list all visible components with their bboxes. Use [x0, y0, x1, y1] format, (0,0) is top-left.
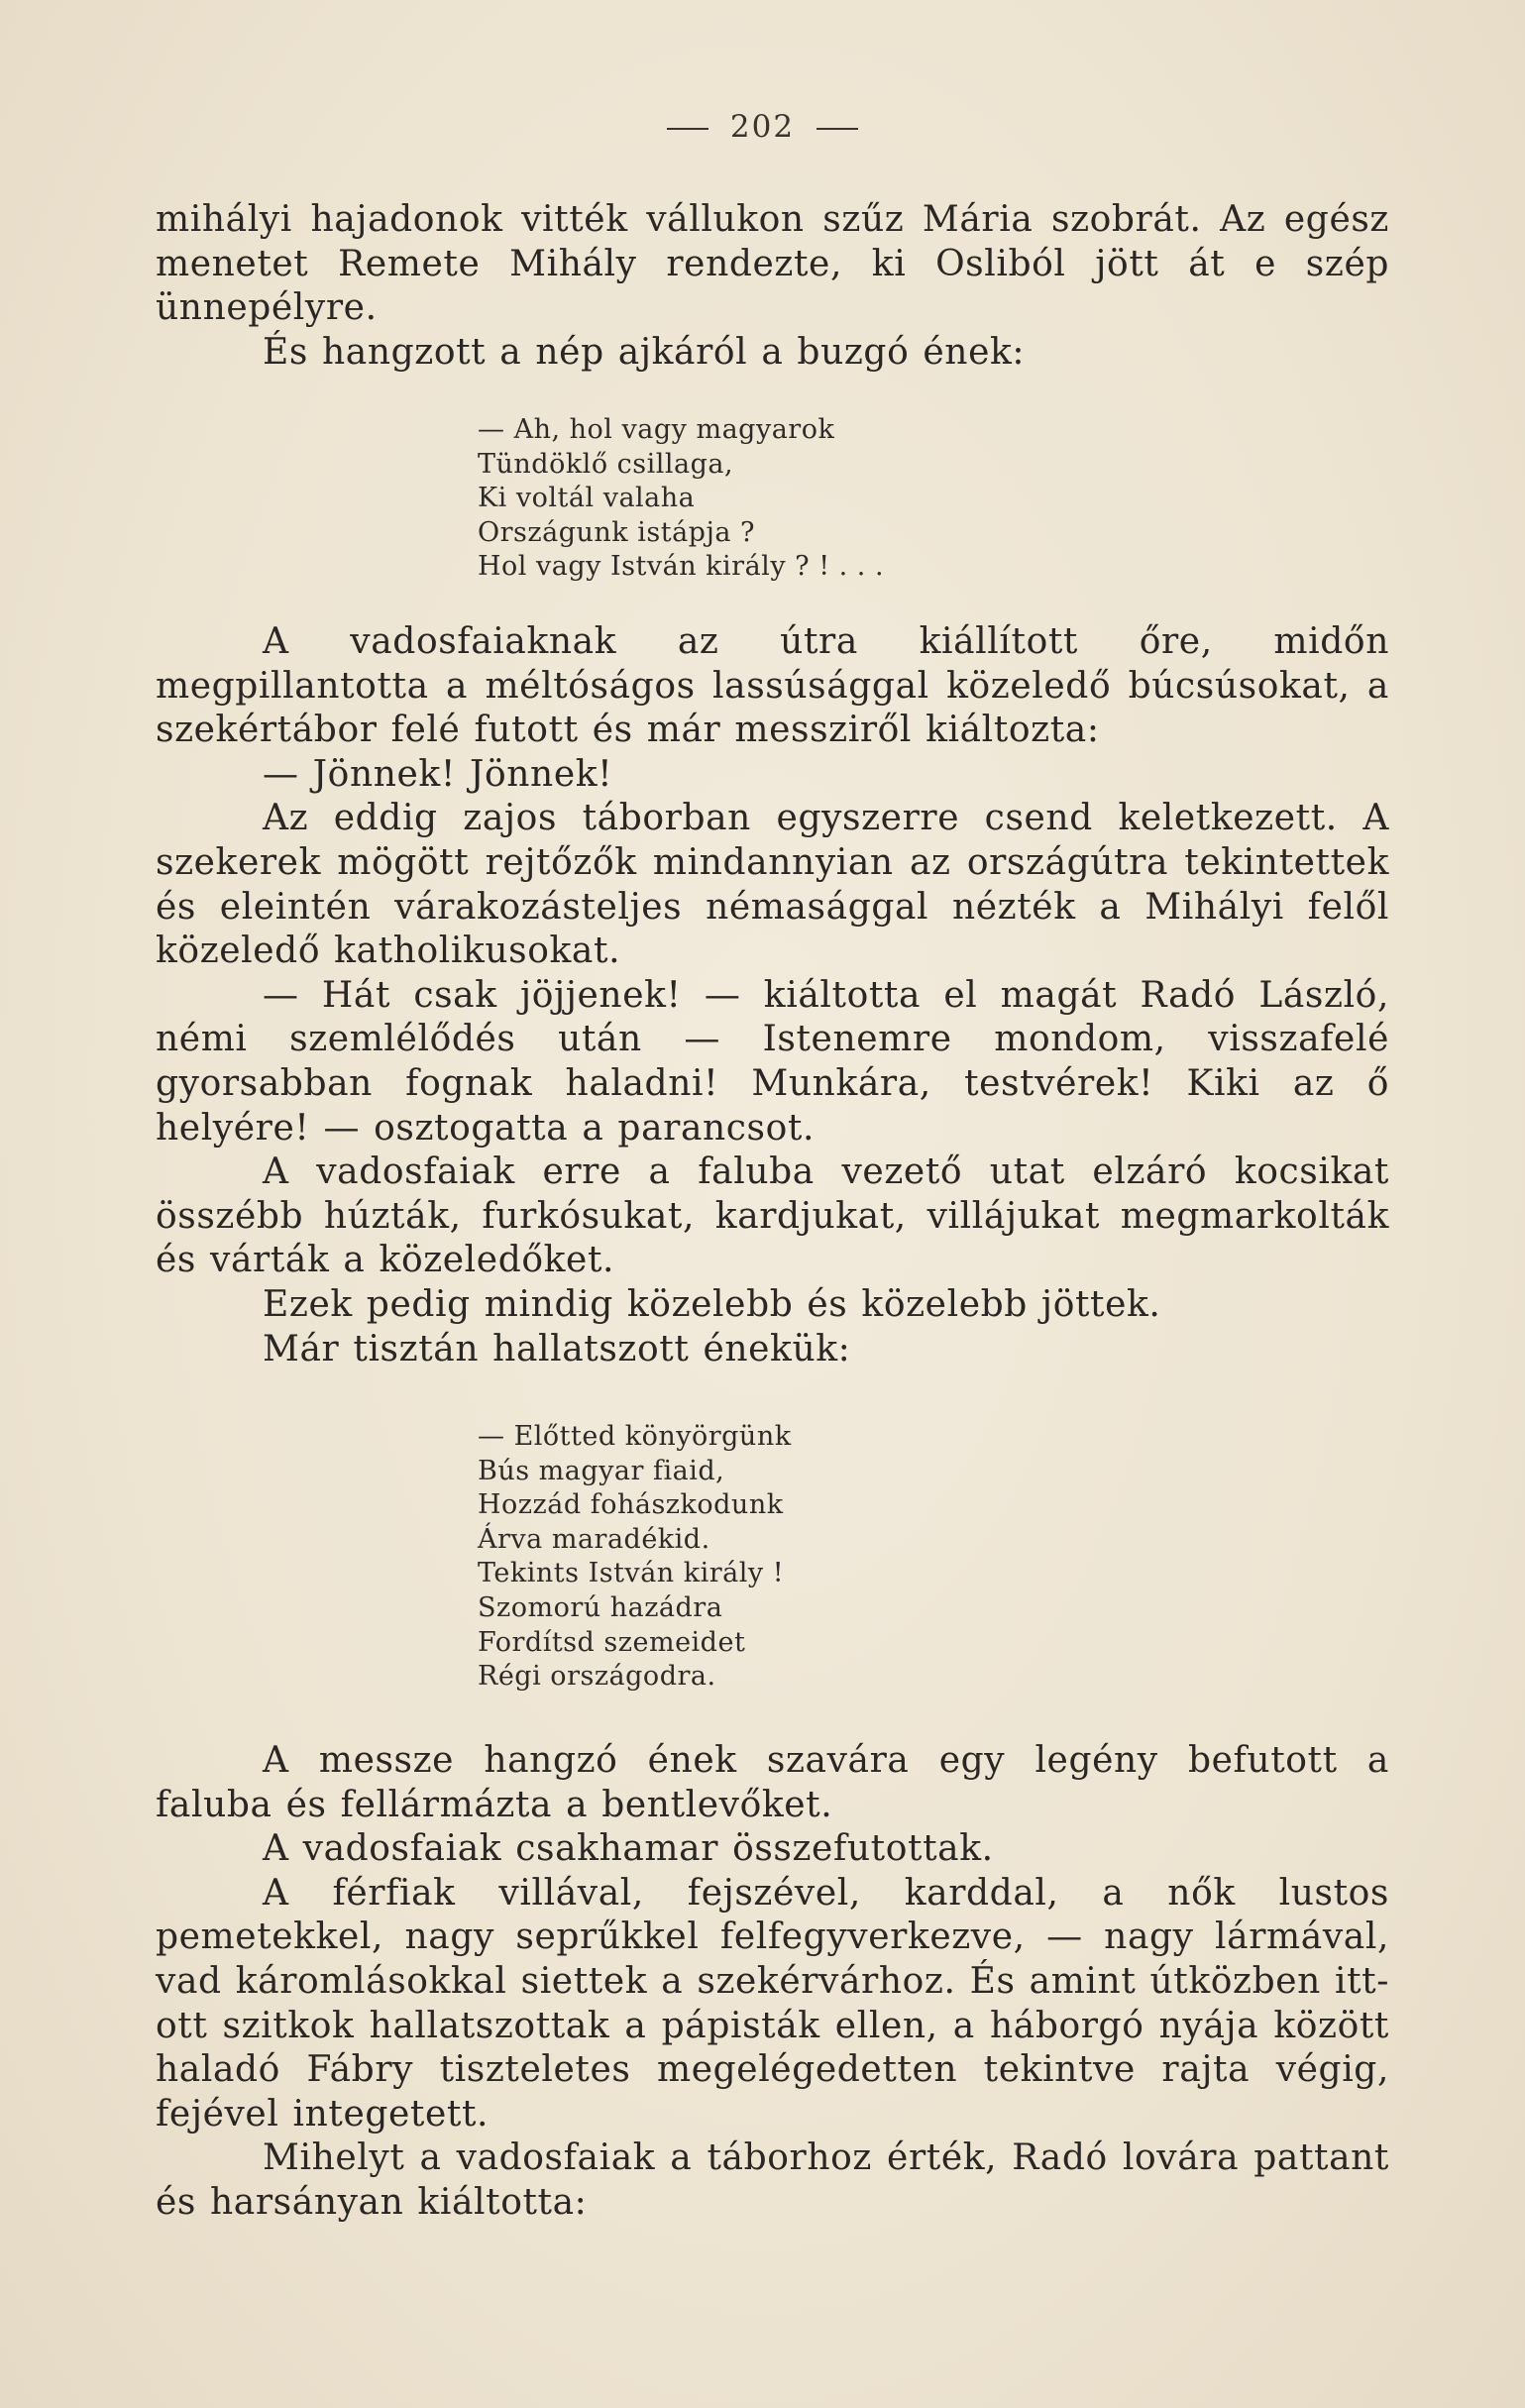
verse-line: Szomorú hazádra [478, 1591, 723, 1623]
verse-line: — Előtted könyörgünk [478, 1421, 792, 1452]
page-header [0, 109, 1525, 145]
verse-line: Országunk istápja ? [478, 516, 755, 548]
paragraph: — Hát csak jöjjenek! — kiáltotta el magát Radó László, némi szemlélődés után — Istenemre mondom, visszafelé gyorsabban fognak haladni! Munkára, testvérek! Kiki az ő helyére! — osztogatta a parancsot. [156, 974, 1389, 1149]
verse-block-2 [478, 1420, 792, 1695]
paragraph: A vadosfaiak erre a faluba vezető utat elzáró kocsikat összébb húzták, furkósukat, kardjukat, villájukat megmarkolták és várták a közeledőket. [156, 1151, 1389, 1281]
paragraph: mihályi hajadonok vitték vállukon szűz Mária szobrát. Az egész menetet Remete Mihály rendezte, ki Osliból jött át e szép ünnepélyre. [156, 199, 1389, 329]
header-dash-left [667, 128, 708, 130]
paragraph: A messze hangzó ének szavára egy legény befutott a faluba és fellármázta a bentlevőket. [156, 1740, 1389, 1825]
paragraph: — Jönnek! Jönnek! [263, 753, 613, 795]
paragraph: Mihelyt a vadosfaiak a táborhoz érték, Radó lovára pattant és harsányan kiáltotta: [156, 2137, 1389, 2223]
paragraph: Ezek pedig mindig közelebb és közelebb jöttek. [263, 1283, 1161, 1325]
page-number: 202 [729, 109, 796, 145]
verse-line: Hol vagy István király ? ! . . . [478, 551, 885, 582]
verse-line: Ki voltál valaha [478, 483, 696, 513]
paragraph: Már tisztán hallatszott énekük: [263, 1328, 851, 1369]
verse-line: Bús magyar fiaid, [478, 1455, 725, 1486]
verse-line: Régi országodra. [478, 1661, 716, 1693]
verse-block-1 [478, 413, 884, 585]
verse-line: Árva maradékid. [478, 1523, 710, 1555]
prose-block-3 [156, 1739, 1389, 2226]
verse-line: Fordítsd szemeidet [478, 1626, 746, 1658]
paragraph: És hangzott a nép ajkáról a buzgó ének: [263, 331, 1026, 373]
verse-line: Hozzád fohászkodunk [478, 1489, 784, 1521]
prose-block-2 [156, 620, 1389, 1371]
verse-line: Tekints István király ! [478, 1558, 785, 1589]
paragraph: A vadosfaiaknak az útra kiállított őre, midőn megpillantotta a méltóságos lassúsággal közeledő búcsúsokat, a szekértábor felé futott és már messziről kiáltozta: [156, 621, 1389, 751]
paragraph: Az eddig zajos táborban egyszerre csend keletkezett. A szekerek mögött rejtőzők mindannyian az országútra tekintettek és eleintén várakozásteljes némasággal nézték a Mihályi felől közeledő katholikusokat. [156, 798, 1389, 972]
header-dash-right [817, 128, 858, 130]
paragraph: A férfiak villával, fejszével, karddal, a nők lustos pemetekkel, nagy seprűkkel felfegyverkezve, — nagy lármával, vad káromlásokkal siettek a szekérvárhoz. És amint útközben itt-ott szitkok hallatszottak a pápisták ellen, a háborgó nyája között haladó Fábry tiszteletes megelégedetten tekintve rajta végig, fejével integetett. [156, 1872, 1389, 2134]
verse-line: Tündöklő csillaga, [478, 448, 734, 480]
verse-line: — Ah, hol vagy magyarok [478, 414, 835, 445]
paragraph: A vadosfaiak csakhamar összefutottak. [263, 1828, 994, 1870]
prose-block-1 [156, 198, 1389, 375]
